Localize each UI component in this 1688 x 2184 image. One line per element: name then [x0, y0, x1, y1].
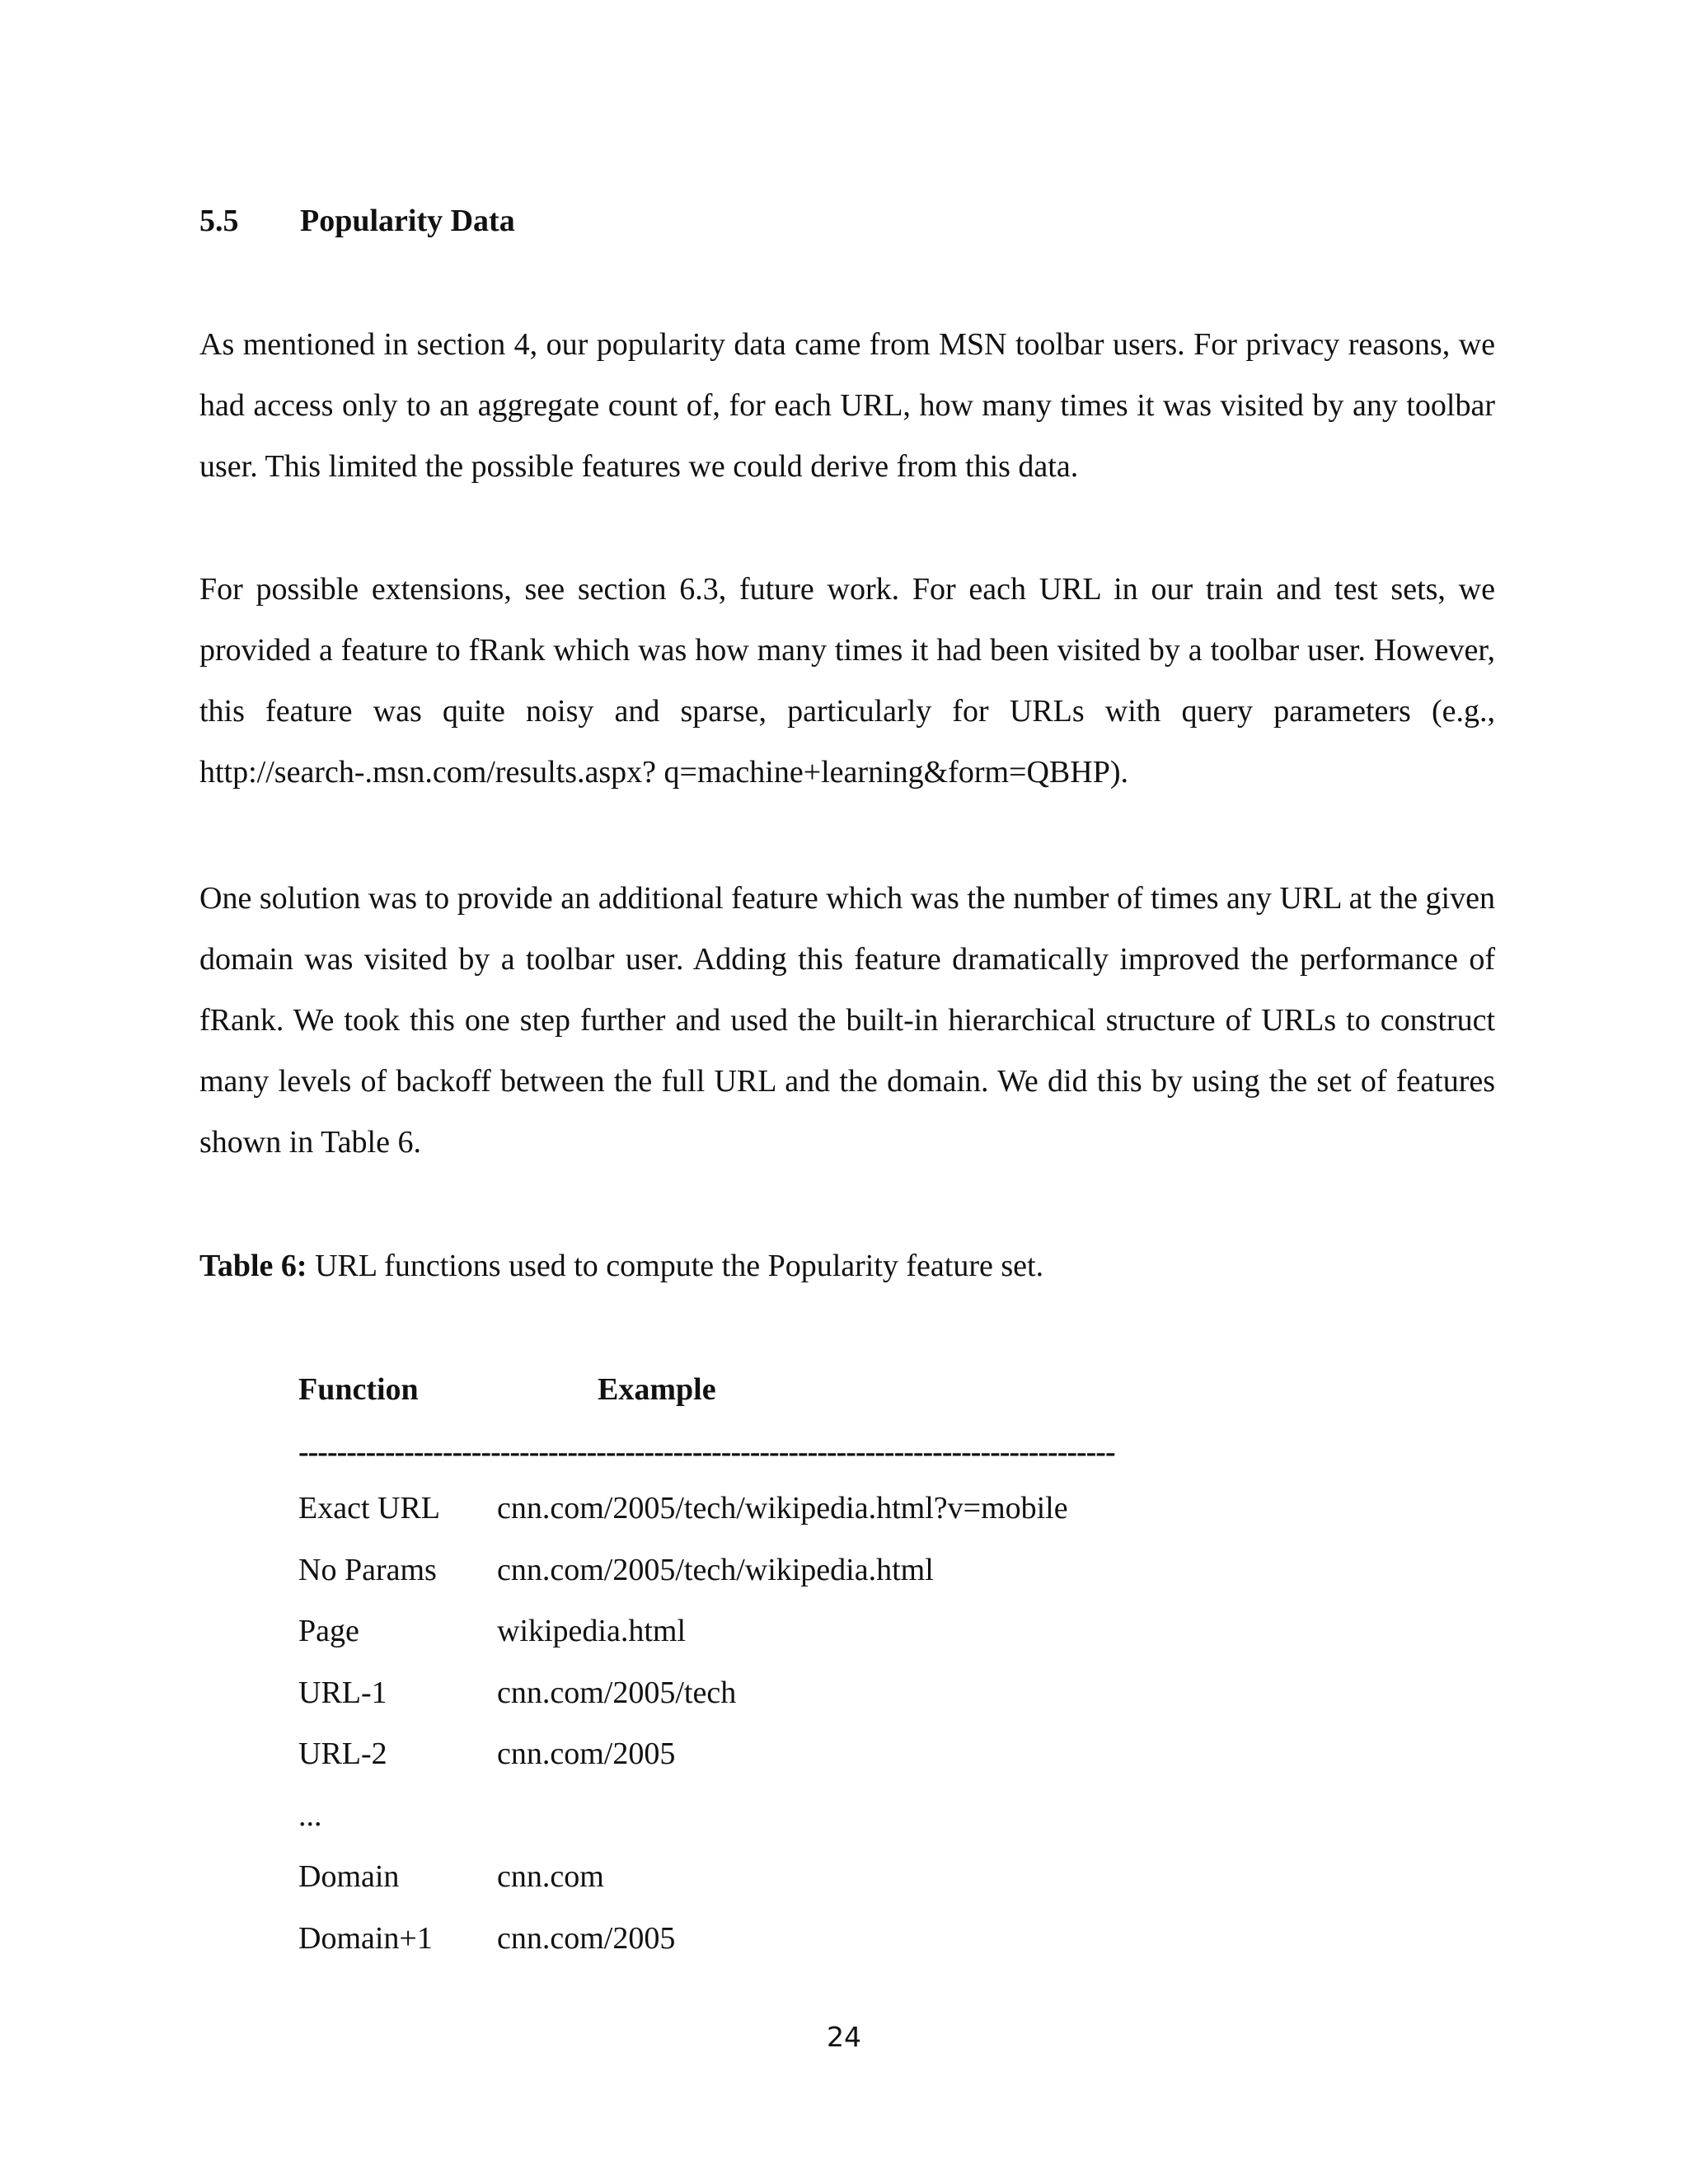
example-cell: cnn.com — [497, 1859, 604, 1894]
column-header-function: Function — [298, 1372, 419, 1407]
function-cell: ... — [298, 1797, 322, 1833]
table-caption — [199, 1241, 1043, 1291]
example-cell: cnn.com/2005/tech/wikipedia.html?v=mobile — [497, 1491, 1068, 1526]
section-heading — [199, 196, 515, 246]
column-header-example: Example — [598, 1372, 716, 1407]
function-cell: Domain+1 — [298, 1920, 433, 1956]
url-functions-table — [298, 1365, 1287, 1956]
paragraph-2: For possible extensions, see section 6.3, future work. For each URL in our train and test sets, we provided a feature to fRank which was how many times it had been visited by a toolbar user. However, this feature was quite noisy and sparse, particularly for URLs with query parameters (e.g., http://search-.msn.com/results.aspx? q=machine+learning&form=QBHP). — [199, 572, 1495, 790]
example-cell: cnn.com/2005 — [497, 1736, 676, 1771]
paragraph-3: One solution was to provide an additional feature which was the number of times any URL at the given domain was visited by a toolbar user. Adding this feature dramatically improved the performance of fRank. We took this one step further and used the built-in hierarchical structure of URLs to construct many levels of backoff between the full URL and the domain. We did this by using the set of features shown in Table 6. — [199, 881, 1495, 1160]
example-cell: cnn.com/2005 — [497, 1920, 676, 1956]
function-cell: Page — [298, 1614, 359, 1648]
function-cell: URL-1 — [298, 1675, 387, 1710]
table-header — [298, 1365, 1287, 1414]
page-number: 24 — [827, 2021, 861, 2053]
function-cell: No Params — [298, 1552, 437, 1587]
section-number: 5.5 — [199, 204, 239, 238]
example-cell: wikipedia.html — [497, 1614, 687, 1648]
function-cell: Domain — [298, 1859, 400, 1894]
function-cell: Exact URL — [298, 1491, 441, 1526]
table-caption-text: URL functions used to compute the Popularity feature set. — [307, 1249, 1044, 1283]
example-cell: cnn.com/2005/tech/wikipedia.html — [497, 1552, 934, 1587]
example-cell: cnn.com/2005/tech — [497, 1675, 737, 1710]
function-cell: URL-2 — [298, 1736, 387, 1771]
paragraph-1: As mentioned in section 4, our popularity data came from MSN toolbar users. For privacy reasons, we had access only to an aggregate count of, for each URL, how many times it was visited by any toolbar user. This limited the possible features we could derive from this data. — [199, 327, 1495, 484]
section-title: Popularity Data — [300, 204, 515, 238]
table-caption-label: Table 6: — [199, 1249, 307, 1283]
table-header-rule: ------------------------------------------------------------------------------------- — [298, 1435, 1115, 1469]
